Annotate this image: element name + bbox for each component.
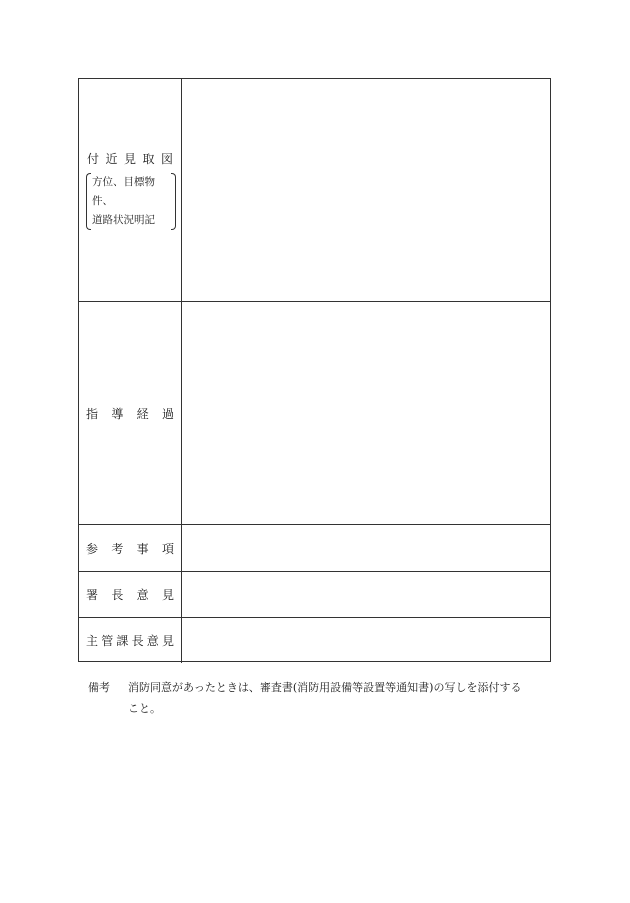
- label-text: [86, 540, 174, 557]
- label-section-chief-opinion: [79, 618, 182, 663]
- label-text: [86, 586, 174, 603]
- label-char: 長: [131, 634, 144, 648]
- label-char: 意: [136, 588, 149, 602]
- station-chief-opinion-field[interactable]: [182, 572, 550, 617]
- label-char: 図: [160, 152, 173, 166]
- label-char: 課: [116, 634, 129, 648]
- note-line: 方位、目標物件、: [92, 176, 155, 207]
- label-reference-items: [79, 525, 182, 571]
- form-table: [78, 78, 551, 662]
- label-char: 付: [87, 152, 100, 166]
- label-char: 管: [101, 634, 114, 648]
- label-char: 過: [161, 406, 174, 421]
- label-text: [86, 632, 174, 649]
- label-char: 経: [136, 406, 149, 421]
- note-line: 道路状況明記: [92, 214, 155, 226]
- row-reference-items: [79, 524, 550, 571]
- row-vicinity-map: [79, 79, 550, 301]
- label-char: 導: [111, 406, 124, 421]
- label-vicinity-map: [79, 79, 182, 301]
- vicinity-map-field[interactable]: [182, 79, 550, 301]
- label-text: [87, 150, 173, 167]
- label-char: 署: [86, 588, 99, 602]
- guidance-history-field[interactable]: [182, 302, 550, 524]
- row-station-chief-opinion: [79, 571, 550, 617]
- remarks-line-2: こと。: [128, 702, 161, 715]
- label-text: [86, 405, 174, 422]
- label-char: 参: [86, 541, 99, 556]
- label-char: 項: [161, 541, 174, 556]
- row-guidance-history: [79, 301, 550, 524]
- reference-items-field[interactable]: [182, 525, 550, 571]
- remarks-note: [88, 677, 558, 719]
- label-char: 意: [146, 634, 159, 648]
- section-chief-opinion-field[interactable]: [182, 618, 550, 663]
- remarks-line-1: [88, 677, 558, 698]
- label-char: 考: [111, 541, 124, 556]
- label-char: 取: [142, 152, 155, 166]
- label-char: 長: [111, 588, 124, 602]
- label-char: 見: [161, 588, 174, 602]
- remarks-heading: 備考: [88, 681, 110, 694]
- label-bracket-note: [86, 173, 174, 230]
- label-guidance-history: [79, 302, 182, 524]
- label-char: 事: [136, 541, 149, 556]
- label-char: 見: [161, 634, 174, 648]
- label-station-chief-opinion: [79, 572, 182, 617]
- label-char: 指: [86, 406, 99, 421]
- label-char: 近: [105, 152, 118, 166]
- row-section-chief-opinion: [79, 617, 550, 663]
- label-char: 見: [123, 152, 136, 166]
- label-char: 主: [86, 634, 99, 648]
- remarks-text: 消防同意があったときは、審査書(消防用設備等設置等通知書)の写しを添付する: [128, 681, 522, 694]
